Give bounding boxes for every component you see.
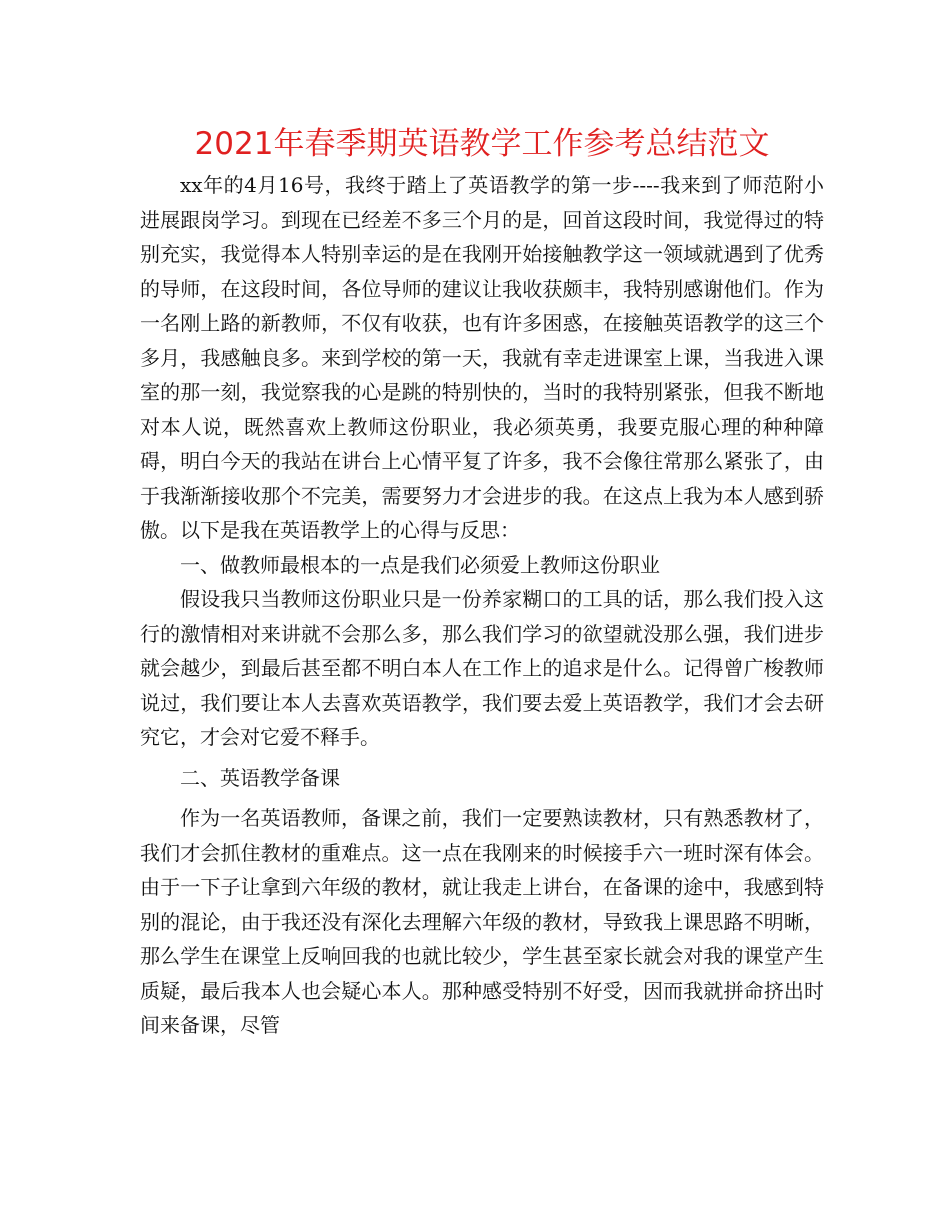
document-title: 2021年春季期英语教学工作参考总结范文 bbox=[194, 126, 770, 162]
paragraph-section-1: 假设我只当教师这份职业只是一份养家糊口的工具的话，那么我们投入这行的激情相对来讲就不会那么多，那么我们学习的欲望就没那么强，我们进步就会越少，到最后甚至都不明白本人在工作上的追求是什么。记得曾广梭教师说过，我们要让本人去喜欢英语教学，我们要去爱上英语教学，我们才会去研究它，才会对它爱不释手。 bbox=[140, 587, 824, 749]
section-heading-1: 一、做教师最根本的一点是我们必须爱上教师这份职业 bbox=[180, 552, 660, 577]
document-page bbox=[140, 120, 824, 1043]
paragraph-section-2: 作为一名英语教师，备课之前，我们一定要熟读教材，只有熟悉教材了，我们才会抓住教材的重难点。这一点在我刚来的时候接手六一班时深有体会。由于一下子让拿到六年级的教材，就让我走上讲台，在备课的途中，我感到特别的混论，由于我还没有深化去理解六年级的教材，导致我上课思路不明晰，那么学生在课堂上反响回我的也就比较少，学生甚至家长就会对我的课堂产生质疑，最后我本人也会疑心本人。那种感受特别不好受，因而我就拼命挤出时间来备课，尽管 bbox=[140, 806, 824, 1037]
section-heading-2: 二、英语教学备课 bbox=[180, 765, 340, 790]
document-body bbox=[140, 168, 824, 1043]
paragraph-intro: xx年的4月16号，我终于踏上了英语教学的第一步----我来到了师范附小进展跟岗学习。到现在已经差不多三个月的是，回首这段时间，我觉得过的特别充实，我觉得本人特别幸运的是在我刚开始接触教学这一领域就遇到了优秀的导师，在这段时间，各位导师的建议让我收获颇丰，我特别感谢他们。作为一名刚上路的新教师，不仅有收获，也有许多困惑，在接触英语教学的这三个多月，我感触良多。来到学校的第一天，我就有幸走进课室上课，当我进入课室的那一刻，我觉察我的心是跳的特别快的，当时的我特别紧张，但我不断地对本人说，既然喜欢上教师这份职业，我必须英勇，我要克服心理的种种障碍，明白今天的我站在讲台上心情平复了许多，我不会像往常那么紧张了，由于我渐渐接收那个不完美，需要努力才会进步的我。在这点上我为本人感到骄傲。以下是我在英语教学上的心得与反思： bbox=[140, 173, 824, 542]
